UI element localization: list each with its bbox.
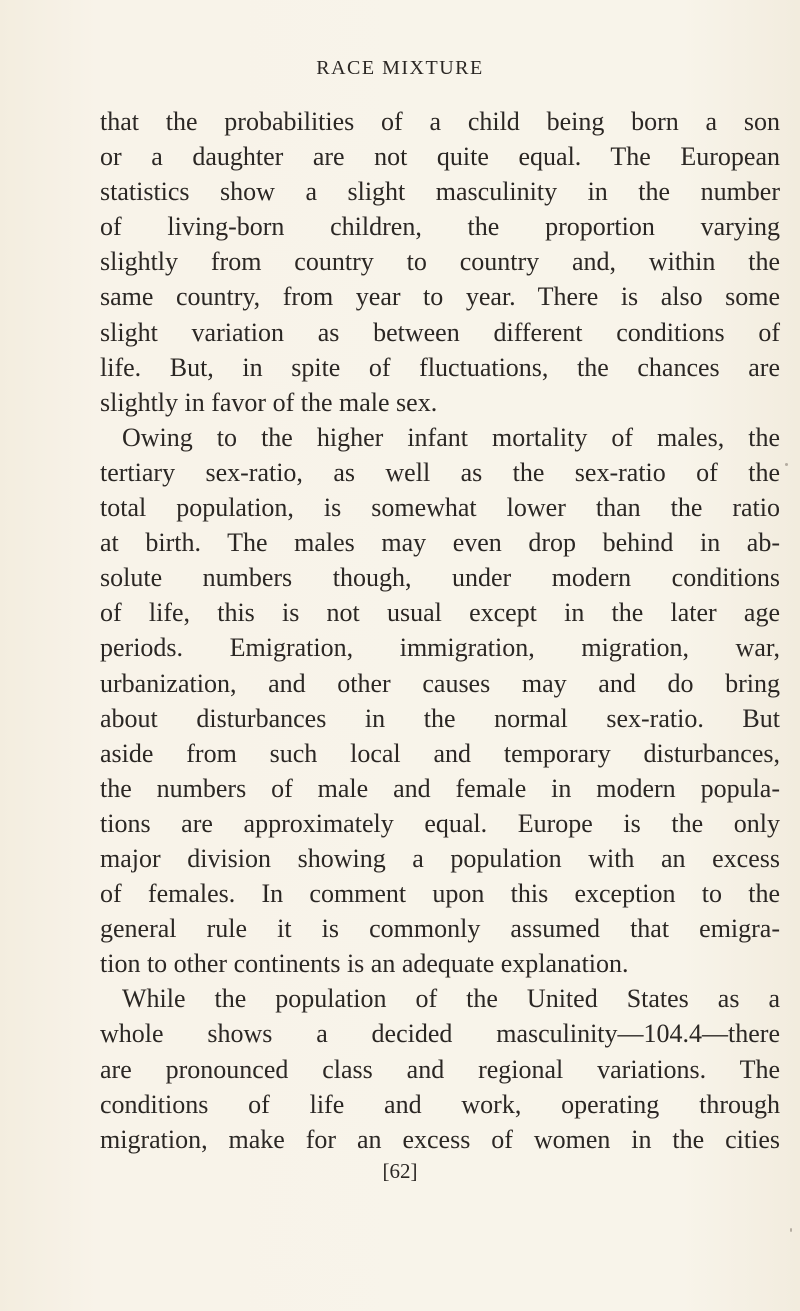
text-line: tion to other continents is an adequate explanation.: [100, 949, 629, 979]
text-line: urbanization, and other causes may and do bring: [100, 668, 780, 698]
text-line: of life, this is not usual except in the later age: [100, 598, 780, 628]
text-line: or a daughter are not quite equal. The European: [100, 142, 780, 172]
body-text: [100, 104, 780, 1157]
text-line: the numbers of male and female in modern popula-: [100, 773, 780, 803]
text-line: periods. Emigration, immigration, migration, war,: [100, 633, 780, 663]
text-line: of living-born children, the proportion varying: [100, 212, 780, 242]
text-line: solute numbers though, under modern conditions: [100, 563, 780, 593]
text-line: tertiary sex-ratio, as well as the sex-ratio of the: [100, 457, 780, 487]
paper-speck: [790, 1228, 792, 1232]
text-line: whole shows a decided masculinity—104.4—there: [100, 1019, 780, 1049]
text-line: of females. In comment upon this exception to the: [100, 879, 780, 909]
text-line: same country, from year to year. There is also some: [100, 282, 780, 312]
text-line: slightly from country to country and, within the: [100, 247, 780, 277]
text-line: aside from such local and temporary disturbances,: [100, 738, 780, 768]
text-line: tions are approximately equal. Europe is the only: [100, 808, 780, 838]
text-line: life. But, in spite of fluctuations, the chances are: [100, 352, 780, 382]
text-line: statistics show a slight masculinity in the number: [100, 177, 780, 207]
text-line: are pronounced class and regional variations. The: [100, 1054, 780, 1084]
text-line: slight variation as between different conditions of: [100, 317, 780, 347]
text-line: Owing to the higher infant mortality of males, the: [122, 422, 780, 452]
text-line: major division showing a population with an excess: [100, 843, 780, 873]
text-line: conditions of life and work, operating through: [100, 1089, 780, 1119]
text-line: that the probabilities of a child being born a son: [100, 107, 780, 136]
text-line: about disturbances in the normal sex-ratio. But: [100, 703, 780, 733]
text-line: slightly in favor of the male sex.: [100, 387, 438, 417]
text-line: total population, is somewhat lower than the ratio: [100, 493, 780, 523]
running-head: RACE MIXTURE: [316, 57, 484, 79]
text-line: general rule it is commonly assumed that emigra-: [100, 914, 780, 944]
page-number: [62]: [382, 1159, 418, 1183]
text-line: migration, make for an excess of women in the cities: [100, 1124, 780, 1154]
text-line: While the population of the United States as a: [122, 984, 780, 1014]
paper-speck: [785, 463, 788, 466]
text-line: at birth. The males may even drop behind in ab-: [100, 528, 780, 558]
